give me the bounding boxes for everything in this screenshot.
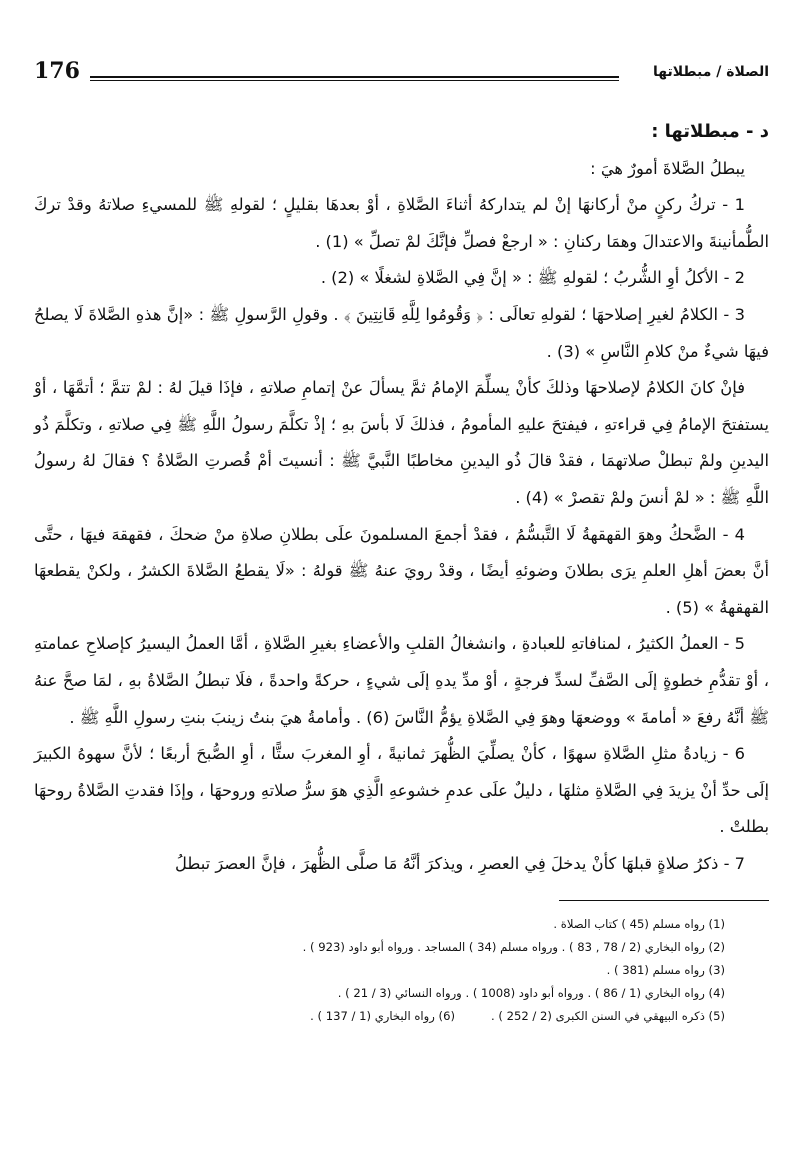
page-body (34, 114, 769, 882)
paragraph-item-2: 2 - الأكلُ أوِ الشُّربُ ؛ لقولهِ ﷺ : « إنَّ فِي الصَّلاةِ لشغلًا » (2) . (320, 268, 745, 288)
footnote-1: (1) رواه مسلم (45 ) كتاب الصلاة . (553, 917, 725, 932)
paragraph-item-3: 3 - الكلامُ لغيرِ إصلاحهَا ؛ لقولهِ تعالَى : ﴿ وَقُومُوا لِلَّهِ قَانِتِينَ ﴾ . وقولِ الرَّسولِ ﷺ : «إنَّ هذهِ الصَّلاةَ لَا يصلحُ فيهَا شيءٌ منْ كلامِ النَّاسِ » (3) . (34, 304, 769, 361)
paragraph-item-7: 7 - ذكرُ صلاةٍ قبلهَا كأنْ يدخلَ فِي العصرِ ، ويذكرَ أنَّهُ مَا صلَّى الظُّهرَ ، فإنَّ العصرَ تبطلُ (175, 853, 745, 873)
paragraph-intro: يبطلُ الصَّلاةَ أمورٌ هيَ : (590, 158, 745, 178)
page-number: 176 (34, 58, 80, 84)
footnote-4: (4) رواه البخاري (1 / 86 ) . ورواه أبو داود (1008 ) . ورواه النسائي (3 / 21 ) . (337, 986, 725, 1001)
footnote-row-5-6 (34, 1005, 725, 1028)
footnote-2: (2) رواه البخاري (2 / 78 , 83 ) . ورواه مسلم (34 ) المساجد . ورواه أبو داود (923 ) . (302, 940, 725, 955)
footnote-rule (559, 900, 769, 901)
paragraph-item-6: 6 - زيادةُ مثلِ الصَّلاةِ سهوًا ، كأنْ يصلِّيَ الظُّهرَ ثمانيةً ، أوِ المغربَ ستًّا ، أوِ الصُّبحَ أربعًا ؛ لأنَّ سهوهُ الكبيرَ إلَى حدِّ أنْ يزيدَ فِي الصَّلاةِ مثلهَا ، دليلٌ علَى عدمِ خشوعهِ الَّذِي هوَ سرُّ صلاتهِ وروحهَا ، وإذَا فقدتِ الصَّلاةُ روحهَا بطلتْ . (34, 744, 769, 837)
running-title: الصلاة / مبطلاتها (652, 64, 769, 80)
footnote-5: (5) ذكره البيهقي في السنن الكبرى (2 / 252 ) . (490, 1009, 725, 1024)
paragraph-item-1: 1 - تركُ ركنٍ منْ أركانهَا إنْ لم يتداركهُ أثناءَ الصَّلاةِ ، أوْ بعدهَا بقليلٍ ؛ لقولهِ ﷺ للمسيءِ صلاتهُ وقدْ تركَ الطُّمأنينةَ والاعتدالَ وهمَا ركنانِ : « ارجعْ فصلِّ فإنَّكَ لمْ تصلِّ » (1) . (34, 195, 769, 251)
page-header (34, 58, 769, 92)
header-rule-thin (90, 80, 619, 81)
footnote-6: (6) رواه البخاري (1 / 137 ) . (310, 1009, 455, 1024)
section-heading: د - مبطلاتها : (651, 121, 769, 142)
book-page (34, 58, 769, 1118)
footnotes (34, 913, 769, 1028)
header-rule (90, 76, 619, 78)
paragraph-item-5: 5 - العملُ الكثيرُ ، لمنافاتهِ للعبادةِ ، وانشغالُ القلبِ والأعضاءِ بغيرِ الصَّلاةِ ، أمَّا العملُ اليسيرُ كإصلاحِ عمامتهِ ، أوْ تقدُّمِ خطوةٍ إلَى الصَّفِّ لسدِّ فرجةٍ ، أوْ مدِّ يدهِ إلَى شيءٍ ، حركةً واحدةً ، فلَا تبطلُ الصَّلاةُ بهِ ، لمَا صحَّ عنهُ ﷺ أنَّهُ رفعَ « أمامةَ » ووضعهَا وهوَ فِي الصَّلاةِ يؤمُّ النَّاسَ (6) . وأمامةُ هيَ بنتُ زينبَ بنتِ رسولِ اللَّهِ ﷺ . (34, 634, 769, 727)
paragraph-item-4: 4 - الضَّحكُ وهوَ القهقهةُ لَا التَّبسُّمُ ، فقدْ أجمعَ المسلمونَ علَى بطلانِ صلاةِ منْ ضحكَ ، فقهقهَ فيهَا ، حتَّى أنَّ بعضَ أهلِ العلمِ يرَى بطلانَ وضوئهِ أيضًا ، وقدْ رويَ عنهُ ﷺ قولهُ : «لَا يقطعُ الصَّلاةَ الكشرُ ، ولكنْ يقطعهَا القهقهةُ » (5) . (34, 524, 769, 617)
footnote-3: (3) رواه مسلم (381 ) . (606, 963, 725, 978)
paragraph-item-3-detail: فإنْ كانَ الكلامُ لإصلاحهَا وذلكَ كأنْ يسلِّمَ الإمامُ ثمَّ يسألَ عنْ إتمامِ صلاتهِ ، فإذَا قيلَ لهُ : لمْ تتمَّ ؛ أتمَّهَا ، أوْ يستفتحَ الإمامُ فِي قراءتهِ ، فيفتحَ عليهِ المأمومُ ، فذلكَ لَا بأسَ بهِ ؛ إذْ تكلَّمَ رسولُ اللَّهِ ﷺ فِي صلاتهِ ، وتكلَّمَ ذُو اليدينِ ولمْ تبطلْ صلاتهمَا ، فقدْ قالَ ذُو اليدينِ مخاطبًا النَّبيَّ ﷺ : أنسيتَ أمْ قُصرتِ الصَّلاةُ ؟ فقالَ لهُ رسولُ اللَّهِ ﷺ : « لمْ أنسَ ولمْ تقصرْ » (4) . (34, 378, 769, 507)
